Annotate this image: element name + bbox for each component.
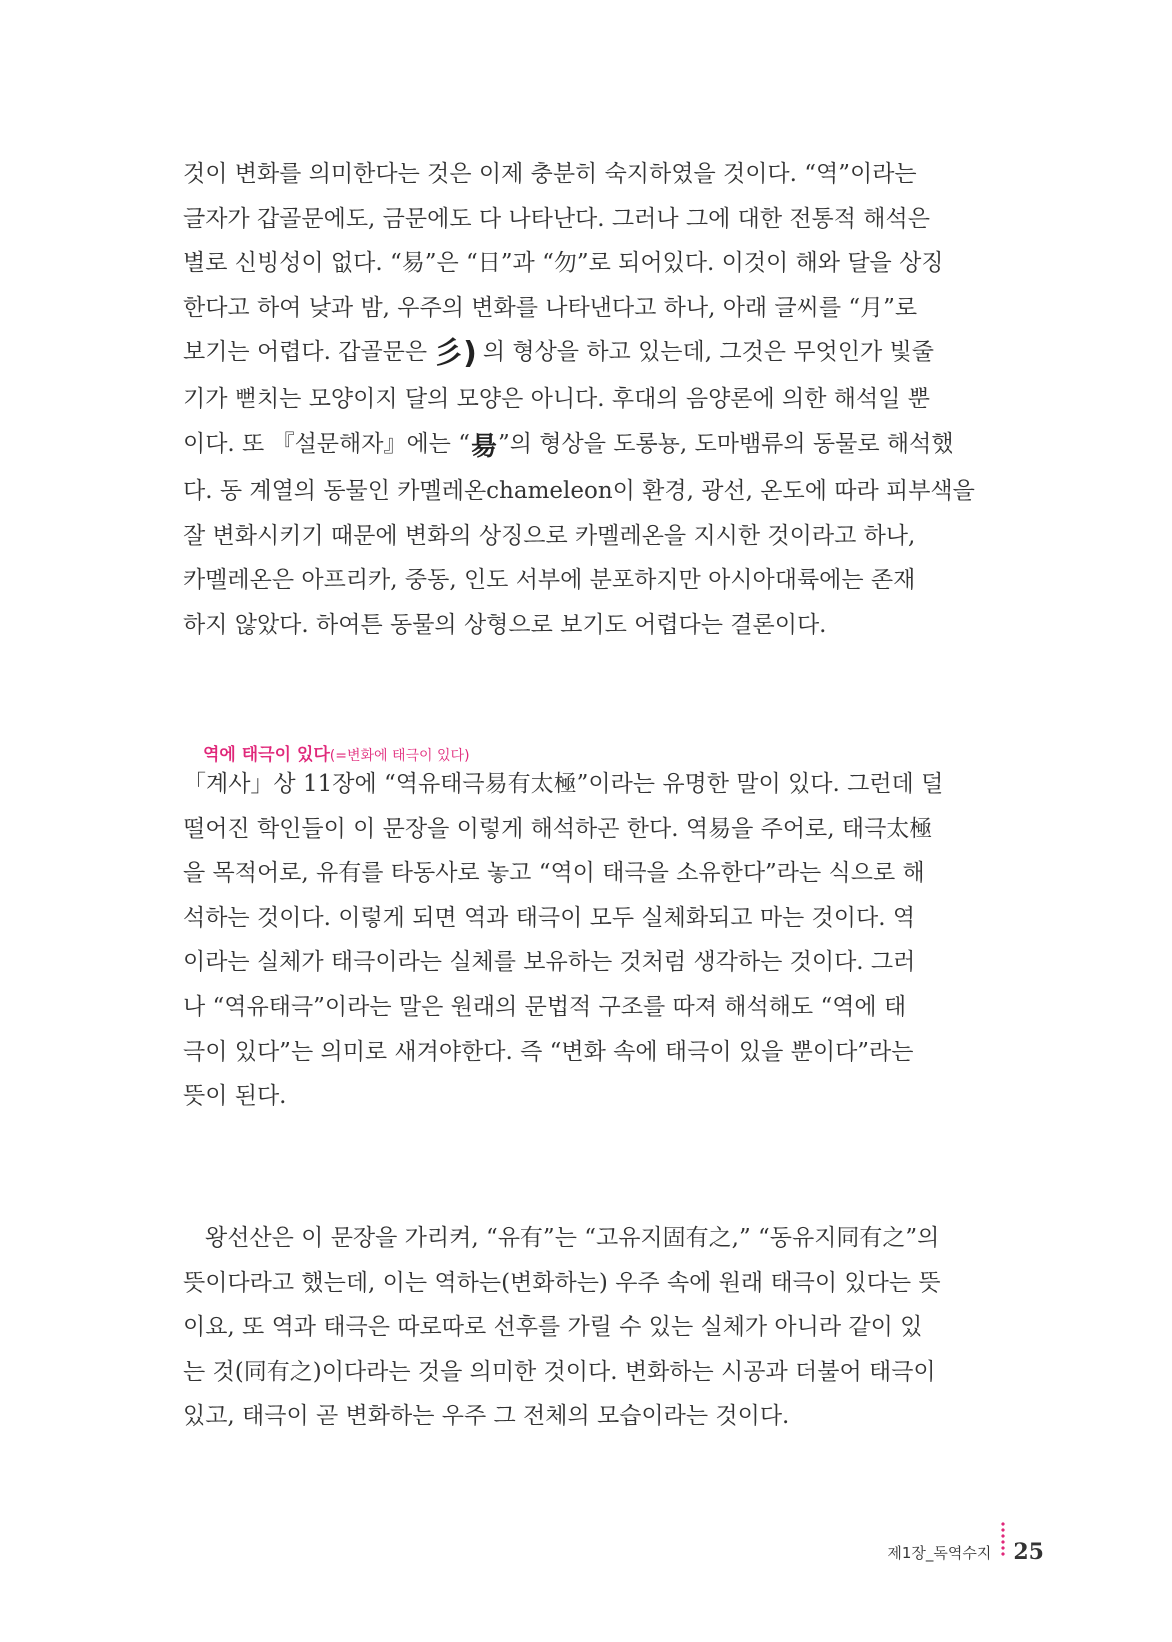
text-line: 나 “역유태극”이라는 말은 원래의 문법적 구조를 따져 해석해도 “역에 태 bbox=[183, 993, 907, 1020]
text-fragment: 이다. 또 『설문해자』에는 “ bbox=[183, 430, 470, 457]
text-line: 이요, 또 역과 태극은 따로따로 선후를 가릴 수 있는 실체가 아니라 같이 있 bbox=[183, 1314, 923, 1341]
text-line: 뜻이 된다. bbox=[183, 1083, 287, 1110]
body-paragraph-2 bbox=[183, 762, 1013, 1119]
section-heading-sub: (=변화에 태극이 있다) bbox=[329, 748, 470, 764]
text-line: 다. 동 계열의 동물인 카멜레온chameleon이 환경, 광선, 온도에 따라 피부색을 bbox=[183, 478, 975, 505]
text-line: 하지 않았다. 하여튼 동물의 상형으로 보기도 어렵다는 결론이다. bbox=[183, 611, 827, 638]
text-line-with-glyph bbox=[183, 422, 1013, 470]
text-line-with-glyph bbox=[183, 330, 1013, 377]
seal-script-glyph-icon: 昜 bbox=[470, 431, 497, 462]
text-line: 잘 변화시키기 때문에 변화의 상징으로 카멜레온을 지시한 것이라고 하나, bbox=[183, 522, 916, 549]
text-line: 기가 뻗치는 모양이지 달의 모양은 아니다. 후대의 음양론에 의한 해석일 뿐 bbox=[183, 385, 930, 412]
chapter-label: 제1장_독역수지 bbox=[887, 1544, 992, 1562]
section-heading-main: 역에 태극이 있다 bbox=[203, 745, 330, 765]
text-line: 는 것(同有之)이다라는 것을 의미한 것이다. 변화하는 시공과 더불어 태극이 bbox=[183, 1358, 936, 1385]
oracle-bone-glyph-icon: 彡) bbox=[433, 336, 477, 372]
dotted-divider-icon bbox=[1001, 1521, 1005, 1557]
text-line: 별로 신빙성이 없다. “易”은 “日”과 “勿”로 되어있다. 이것이 해와 달을 상징 bbox=[183, 250, 944, 277]
body-paragraph-1 bbox=[183, 152, 1013, 648]
text-line: 을 목적어로, 유有를 타동사로 놓고 “역이 태극을 소유한다”라는 식으로 해 bbox=[183, 860, 925, 887]
text-line: 떨어진 학인들이 이 문장을 이렇게 해석하곤 한다. 역易을 주어로, 태극太極 bbox=[183, 815, 933, 842]
body-paragraph-3 bbox=[183, 1216, 1013, 1439]
text-line: 석하는 것이다. 이렇게 되면 역과 태극이 모두 실체화되고 마는 것이다. 역 bbox=[183, 904, 916, 931]
text-fragment: ”의 형상을 도롱뇽, 도마뱀류의 동물로 해석했 bbox=[497, 430, 954, 457]
text-line: 한다고 하여 낮과 밤, 우주의 변화를 나타낸다고 하나, 아래 글씨를 “月”로 bbox=[183, 294, 918, 321]
text-line: 뜻이다라고 했는데, 이는 역하는(변화하는) 우주 속에 원래 태극이 있다는 뜻 bbox=[183, 1269, 941, 1296]
text-line: 카멜레온은 아프리카, 중동, 인도 서부에 분포하지만 아시아대륙에는 존재 bbox=[183, 567, 916, 594]
text-line: 「계사」상 11장에 “역유태극易有太極”이라는 유명한 말이 있다. 그런데 덜 bbox=[183, 771, 944, 797]
text-line: 왕선산은 이 문장을 가리켜, “유有”는 “고유지固有之,” “동유지同有之”의 bbox=[205, 1225, 940, 1251]
text-line: 것이 변화를 의미한다는 것은 이제 충분히 숙지하였을 것이다. “역”이라는 bbox=[183, 161, 917, 187]
text-fragment: 보기는 어렵다. 갑골문은 bbox=[183, 339, 428, 366]
text-line: 이라는 실체가 태극이라는 실체를 보유하는 것처럼 생각하는 것이다. 그러 bbox=[183, 949, 916, 976]
text-line: 있고, 태극이 곧 변화하는 우주 그 전체의 모습이라는 것이다. bbox=[183, 1403, 790, 1430]
text-line: 극이 있다”는 의미로 새겨야한다. 즉 “변화 속에 태극이 있을 뿐이다”라는 bbox=[183, 1038, 914, 1065]
page-number: 25 bbox=[1013, 1539, 1044, 1565]
text-line: 글자가 갑골문에도, 금문에도 다 나타난다. 그러나 그에 대한 전통적 해석은 bbox=[183, 205, 930, 232]
page-footer bbox=[887, 1521, 1044, 1565]
text-fragment: 의 형상을 하고 있는데, 그것은 무엇인가 빛줄 bbox=[482, 339, 934, 366]
